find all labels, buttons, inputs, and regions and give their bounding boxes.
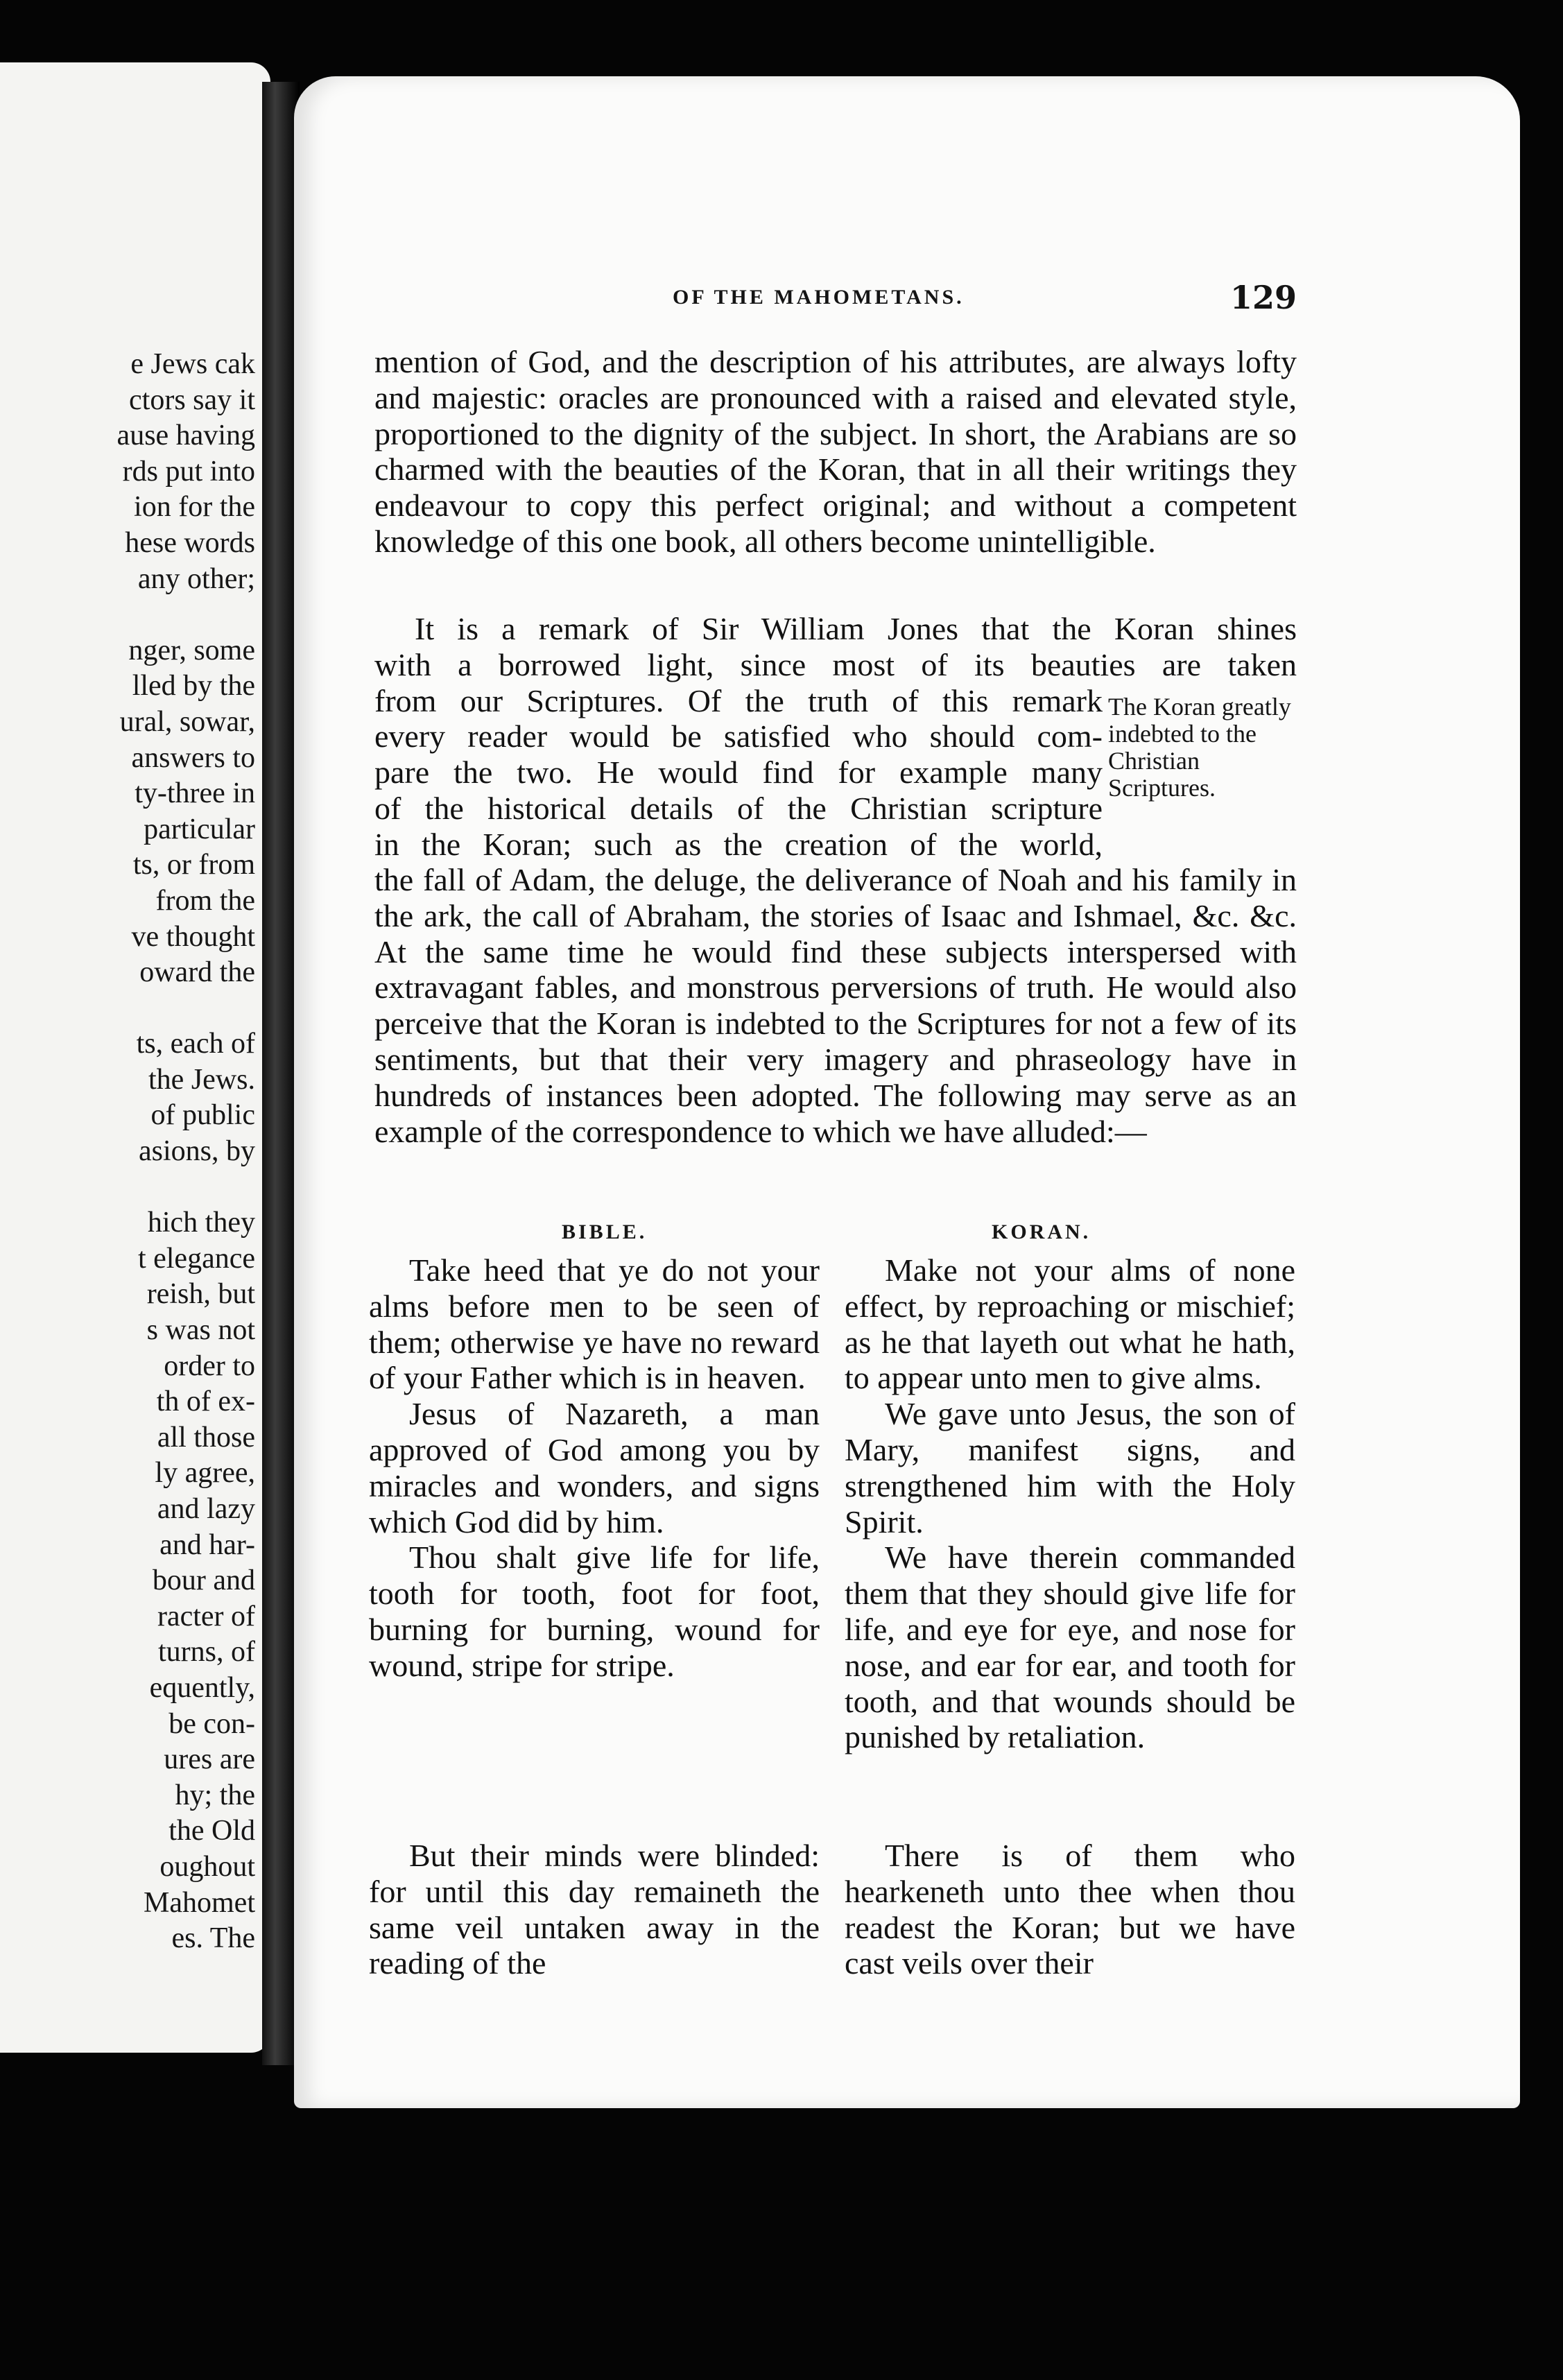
left-page-line: of public: [150, 1099, 255, 1132]
text-line: in the Koran; such as the creation of the world,: [374, 826, 1103, 862]
left-page-line: and lazy: [157, 1493, 255, 1525]
left-page-line: bour and: [152, 1564, 255, 1597]
margin-note: The Koran greatly indebted to the Christian Scriptures.: [1108, 693, 1291, 802]
left-page-line: ty-three in: [135, 777, 255, 810]
left-page-line: ts, or from: [132, 849, 255, 881]
koran-verse: We have therein commanded them that they should give life for life, and eye for eye, and nose for nose, and ear for ear, and tooth for tooth, and that wounds should be punished by retaliation.: [845, 1540, 1295, 1755]
text-line: from our Scriptures. Of the truth of this remark: [374, 682, 1103, 718]
left-page-line: turns, of: [158, 1636, 255, 1668]
bible-verse: Jesus of Nazareth, a man approved of God among you by miracles and wonders, and signs which God did by him.: [369, 1396, 820, 1540]
bible-column: [369, 1252, 820, 1684]
left-page-line: ause having: [116, 420, 255, 452]
left-page-line: nger, some: [128, 634, 255, 666]
bible-verse: But their minds were blinded: for until this day remaineth the same veil untaken away in the reading of the: [369, 1838, 820, 1981]
left-page-line: rds put into: [122, 455, 255, 488]
left-page-line: ve thought: [131, 920, 255, 953]
text-line: pare the two. He would find for example many: [374, 754, 1103, 791]
left-page-line: ctors say it: [129, 383, 255, 416]
left-page-line: ly agree,: [155, 1457, 255, 1490]
left-page-line: hich they: [147, 1207, 255, 1239]
left-page-line: t elegance: [137, 1242, 255, 1275]
koran-heading: KORAN.: [992, 1221, 1091, 1243]
left-page-line: answers to: [131, 741, 255, 774]
koran-column-continued: [845, 1838, 1295, 1981]
koran-column: [845, 1252, 1295, 1755]
left-page-line: ures are: [164, 1743, 255, 1776]
bible-heading: BIBLE.: [562, 1221, 648, 1243]
left-page-line: Mahomet: [144, 1886, 255, 1919]
paragraph-2-rest: the fall of Adam, the deluge, the deliverance of Noah and his family in the ark, the call of Abraham, the stories of Isaac and Ishmael, &c. &c. At the same time he would find these subjects interspersed with extravagant fables, and monstrous perversions of truth. He would also perceive that the Koran is indebted to the Scriptures for not a few of its sentiments, but that their very imagery and phraseology have in hundreds of instances been adopted. The following may serve as an example of the correspondence to which we have alluded:—: [374, 862, 1297, 1149]
bible-verse: Take heed that ye do not your alms before men to be seen of them; otherwise ye have no reward of your Father which is in heaven.: [369, 1252, 820, 1396]
left-page-line: racter of: [157, 1600, 255, 1632]
left-page-line: [0, 991, 255, 1027]
left-page-line: lled by the: [132, 670, 255, 702]
koran-verse: We gave unto Jesus, the son of Mary, manifest signs, and strengthened him with the Holy Spirit.: [845, 1396, 1295, 1540]
left-page-line: s was not: [146, 1314, 255, 1347]
left-page-line: reish, but: [146, 1278, 255, 1311]
bible-column-continued: [369, 1838, 820, 1981]
left-page-line: oward the: [139, 956, 255, 989]
text-line: of the historical details of the Christian scripture: [374, 790, 1103, 826]
left-page-line: th of ex-: [156, 1386, 255, 1418]
left-page-line: order to: [164, 1349, 255, 1382]
text-line: every reader would be satisfied who should com-: [374, 718, 1103, 754]
left-page-line: equently,: [149, 1671, 255, 1704]
page-header: [374, 279, 1297, 320]
main-text: [374, 344, 1297, 560]
left-page-line: be con-: [169, 1707, 255, 1740]
left-page-line: es. The: [171, 1922, 255, 1955]
running-head: OF THE MAHOMETANS.: [673, 286, 965, 309]
left-page-line: ts, each of: [136, 1028, 255, 1060]
left-page-line: asions, by: [139, 1135, 255, 1168]
left-page: [0, 62, 270, 2053]
left-page-text: [0, 347, 255, 1957]
left-page-line: and har-: [159, 1528, 255, 1561]
left-page-line: oughout: [159, 1850, 255, 1883]
left-page-line: ion for the: [134, 491, 255, 524]
text-line: with a borrowed light, since most of its beauties are taken: [374, 646, 1297, 682]
text-line: It is a remark of Sir William Jones that the Koran shines: [415, 611, 1297, 646]
left-page-line: hy; the: [175, 1779, 255, 1811]
paragraph-1: mention of God, and the description of his attributes, are always lofty and majestic: oracles are pronounced with a raised and elevated style, proportioned to the dignity of the subject. In short, the Arabians are so charmed with the beauties of the Koran, that in all their writings they endeavour to copy this perfect original; and without a competent knowledge of this one book, all others become unintelligible.: [374, 344, 1297, 559]
left-page-line: all those: [157, 1421, 255, 1454]
bible-verse: Thou shalt give life for life, tooth for tooth, foot for foot, burning for burning, wound for wound, stripe for stripe.: [369, 1540, 820, 1683]
koran-verse: Make not your alms of none effect, by reproaching or mischief; as he that layeth out what he hath, to appear unto men to give alms.: [845, 1252, 1295, 1396]
left-page-line: [0, 1170, 255, 1206]
left-page-line: the Old: [169, 1815, 255, 1847]
page-number: 129: [1229, 279, 1297, 316]
left-page-line: ural, sowar,: [119, 705, 255, 738]
left-page-line: [0, 597, 255, 633]
left-page-line: hese words: [125, 526, 255, 559]
left-page-line: from the: [155, 884, 255, 917]
left-page-line: particular: [144, 813, 255, 845]
left-page-line: e Jews cak: [130, 348, 255, 380]
left-page-line: any other;: [137, 562, 255, 595]
left-page-line: the Jews.: [148, 1063, 255, 1096]
koran-verse: There is of them who hearkeneth unto thee when thou readest the Koran; but we have cast veils over their: [845, 1838, 1295, 1981]
